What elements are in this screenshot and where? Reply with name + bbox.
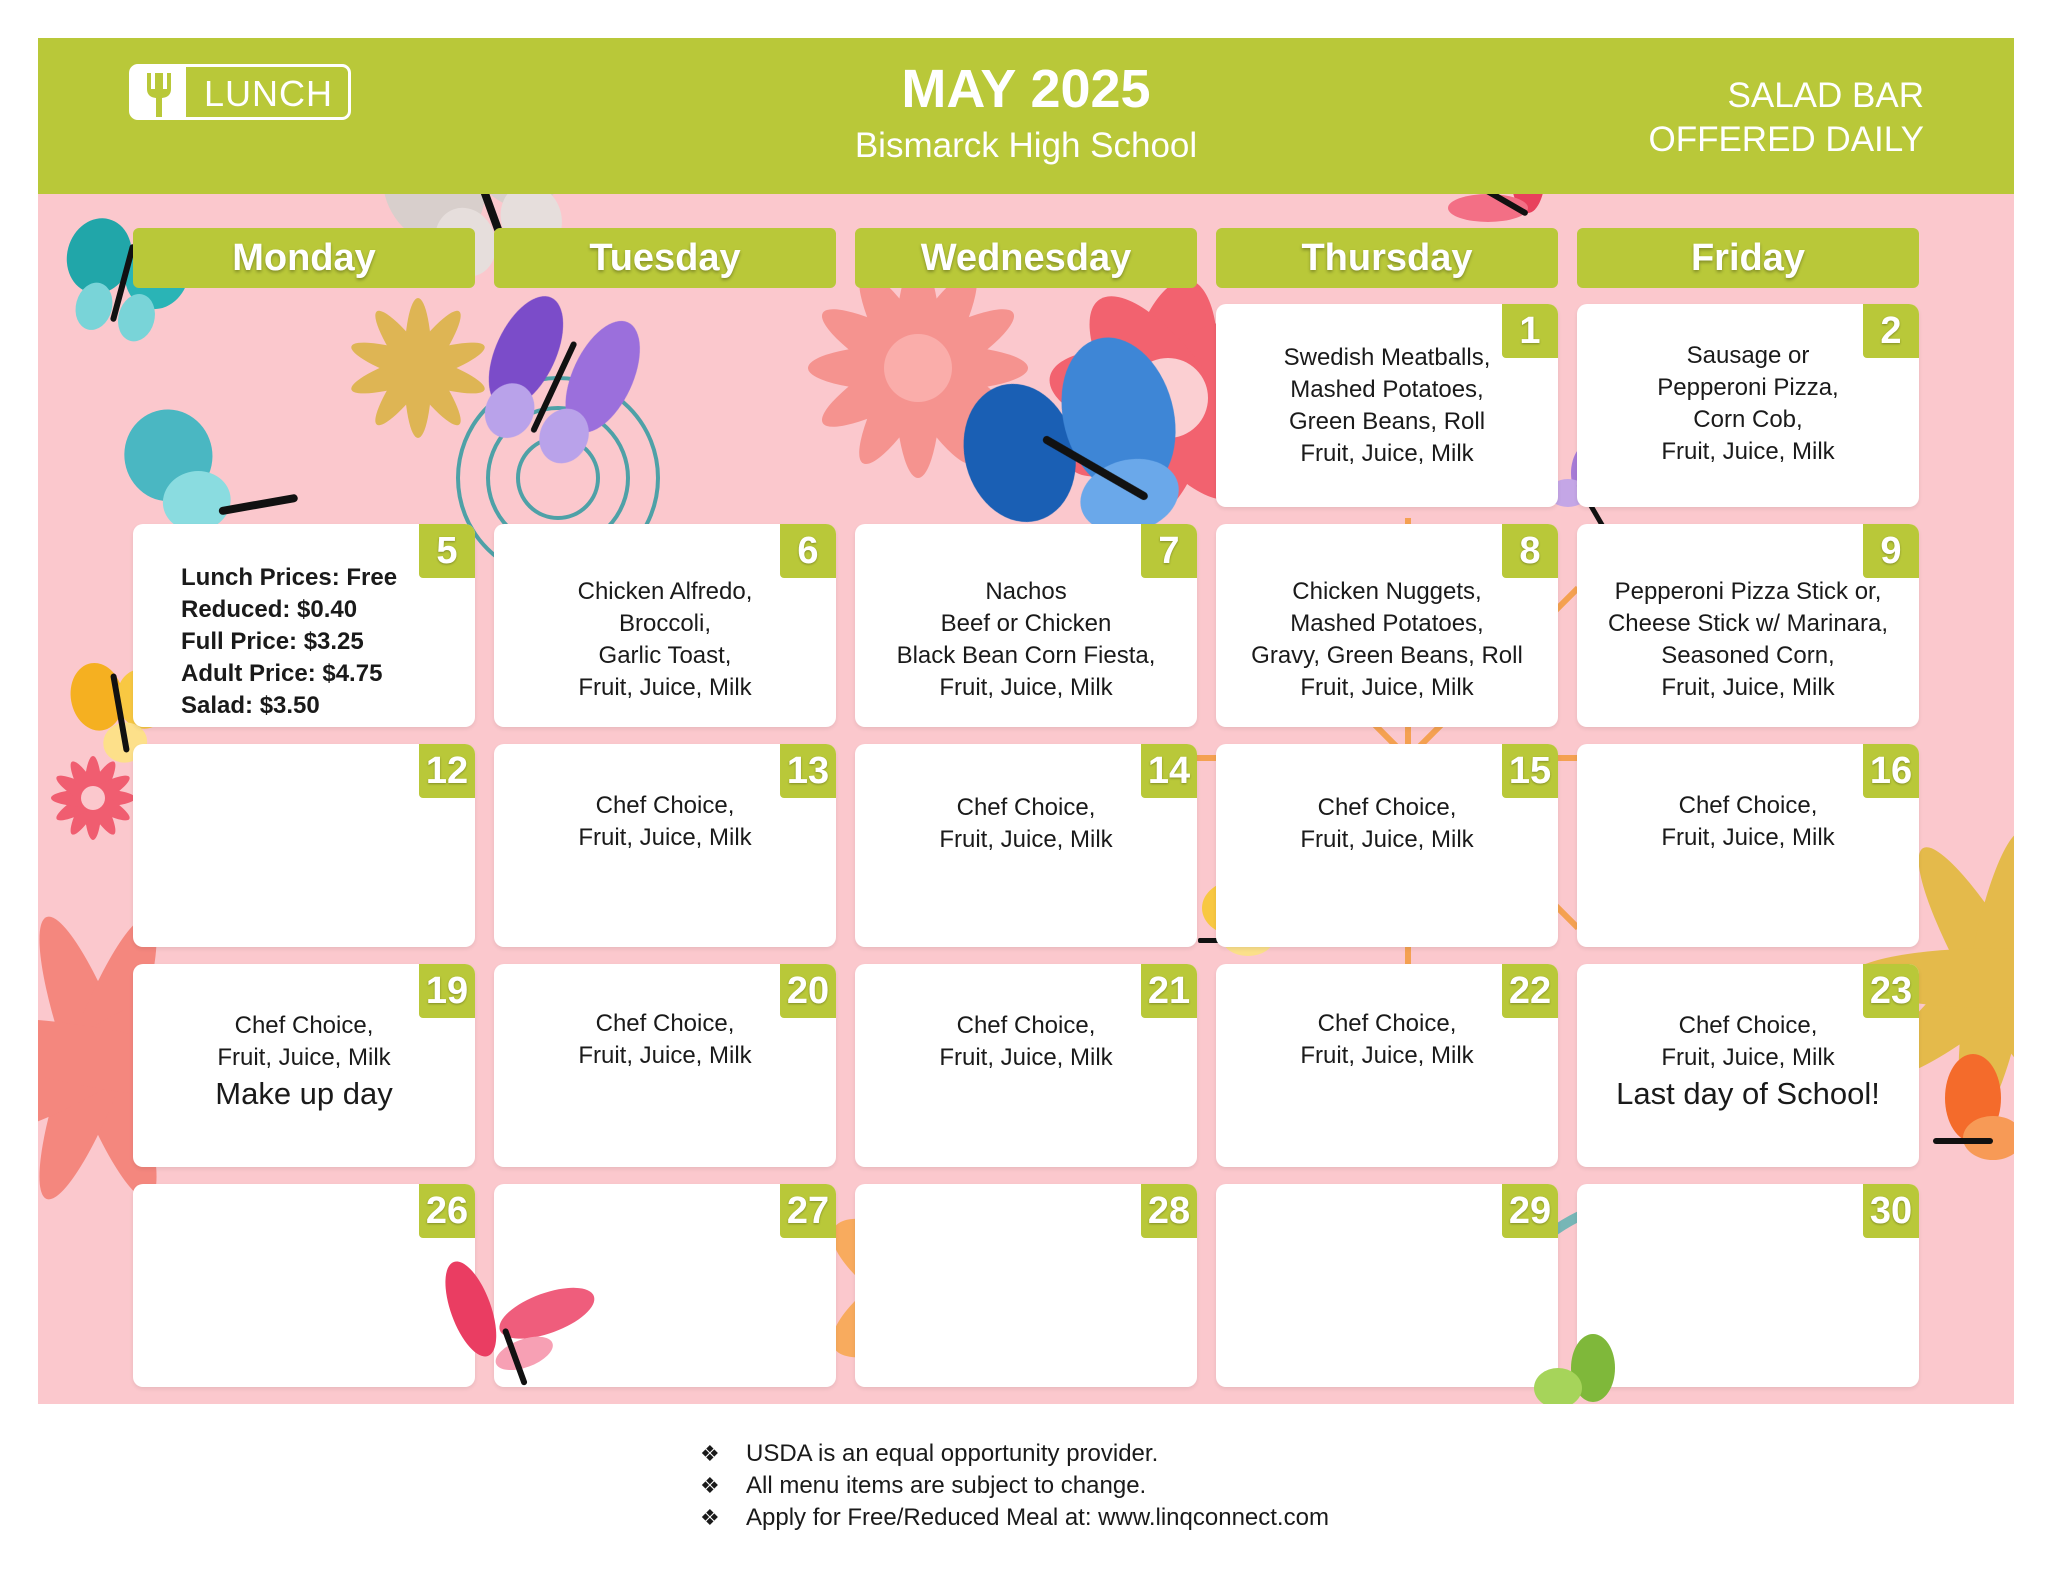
menu-text <box>1585 1010 1911 1074</box>
footer-notes <box>700 1438 1329 1534</box>
lunch-prices <box>181 562 397 722</box>
day-cell-13 <box>494 744 836 947</box>
footer-text: USDA is an equal opportunity provider. <box>746 1440 1159 1467</box>
footer-text: All menu items are subject to change. <box>746 1472 1147 1499</box>
day-header-tuesday: Tuesday <box>494 228 836 288</box>
salad-line-1: SALAD BAR <box>1727 76 1924 115</box>
date-number: 12 <box>419 744 475 798</box>
date-number: 9 <box>1863 524 1919 578</box>
day-cell-12 <box>133 744 475 947</box>
day-cell-6 <box>494 524 836 727</box>
menu-line: Fruit, Juice, Milk <box>1661 1044 1835 1071</box>
date-number: 13 <box>780 744 836 798</box>
menu-line: Chef Choice, <box>1678 792 1818 819</box>
menu-text <box>863 1010 1189 1074</box>
menu-line: Chicken Nuggets, <box>1292 578 1482 605</box>
menu-line: Fruit, Juice, Milk <box>939 674 1113 701</box>
flower-red-small <box>51 756 135 840</box>
menu-line: Beef or Chicken <box>940 610 1112 637</box>
diamond-bullet-icon: ❖ <box>700 1505 720 1530</box>
date-number: 28 <box>1141 1184 1197 1238</box>
day-cell-19 <box>133 964 475 1167</box>
menu-line: Chef Choice, <box>234 1012 374 1039</box>
day-header-wednesday: Wednesday <box>855 228 1197 288</box>
menu-text <box>1585 790 1911 854</box>
day-cell-7 <box>855 524 1197 727</box>
day-cell-28 <box>855 1184 1197 1387</box>
footer-item <box>700 1470 1329 1502</box>
date-number: 26 <box>419 1184 475 1238</box>
menu-line: Mashed Potatoes, <box>1290 376 1484 403</box>
day-cell-15 <box>1216 744 1558 947</box>
menu-text <box>502 576 828 704</box>
day-header-thursday: Thursday <box>1216 228 1558 288</box>
menu-line: Pepperoni Pizza, <box>1657 374 1839 401</box>
price-line: Salad: $3.50 <box>181 692 320 719</box>
menu-line: Fruit, Juice, Milk <box>578 1042 752 1069</box>
month-title: MAY 2025 <box>901 59 1151 119</box>
menu-line: Chef Choice, <box>1317 794 1457 821</box>
day-cell-9 <box>1577 524 1919 727</box>
day-cell-29 <box>1216 1184 1558 1387</box>
menu-line: Green Beans, Roll <box>1288 408 1486 435</box>
date-number: 6 <box>780 524 836 578</box>
price-line: Lunch Prices: Free <box>181 564 398 591</box>
menu-line: Black Bean Corn Fiesta, <box>896 642 1156 669</box>
date-number: 8 <box>1502 524 1558 578</box>
day-cell-2 <box>1577 304 1919 507</box>
menu-line: Swedish Meatballs, <box>1283 344 1491 371</box>
menu-text <box>1585 340 1911 468</box>
date-number: 1 <box>1502 304 1558 358</box>
menu-line: Fruit, Juice, Milk <box>217 1044 391 1071</box>
logo-label: LUNCH <box>204 73 334 114</box>
menu-text <box>1224 1008 1550 1072</box>
date-number: 21 <box>1141 964 1197 1018</box>
date-number: 20 <box>780 964 836 1018</box>
menu-line: Fruit, Juice, Milk <box>1661 674 1835 701</box>
day-cell-26 <box>133 1184 475 1387</box>
footer-text: Apply for Free/Reduced Meal at: www.linqconnect.com <box>746 1504 1329 1531</box>
menu-line: Fruit, Juice, Milk <box>1300 826 1474 853</box>
menu-line: Fruit, Juice, Milk <box>1661 438 1835 465</box>
menu-line: Corn Cob, <box>1693 406 1803 433</box>
menu-line: Chef Choice, <box>1678 1012 1818 1039</box>
date-number: 29 <box>1502 1184 1558 1238</box>
day-cell-23 <box>1577 964 1919 1167</box>
footer-item <box>700 1502 1329 1534</box>
date-number: 2 <box>1863 304 1919 358</box>
menu-line: Nachos <box>985 578 1067 605</box>
price-line: Full Price: $3.25 <box>181 628 364 655</box>
day-cell-8 <box>1216 524 1558 727</box>
diamond-bullet-icon: ❖ <box>700 1441 720 1466</box>
menu-line: Chicken Alfredo, <box>577 578 753 605</box>
menu-line: Cheese Stick w/ Marinara, <box>1607 610 1889 637</box>
menu-text <box>1224 792 1550 856</box>
butterfly-teal-mid <box>117 389 300 542</box>
menu-line: Fruit, Juice, Milk <box>1300 440 1474 467</box>
date-number: 14 <box>1141 744 1197 798</box>
day-cell-27 <box>494 1184 836 1387</box>
day-cell-21 <box>855 964 1197 1167</box>
menu-text <box>502 790 828 854</box>
butterfly-purple <box>462 276 656 478</box>
menu-text <box>863 792 1189 856</box>
day-cell-1 <box>1216 304 1558 507</box>
flower-gold <box>347 298 489 438</box>
day-cell-20 <box>494 964 836 1167</box>
date-number: 30 <box>1863 1184 1919 1238</box>
special-note: Make up day <box>215 1076 393 1111</box>
menu-line: Chef Choice, <box>1317 1010 1457 1037</box>
date-number: 27 <box>780 1184 836 1238</box>
day-header-friday: Friday <box>1577 228 1919 288</box>
menu-line: Seasoned Corn, <box>1661 642 1835 669</box>
day-cell-30 <box>1577 1184 1919 1387</box>
date-number: 15 <box>1502 744 1558 798</box>
school-name: Bismarck High School <box>854 126 1198 165</box>
menu-line: Fruit, Juice, Milk <box>939 1044 1113 1071</box>
menu-line: Fruit, Juice, Milk <box>578 824 752 851</box>
menu-line: Sausage or <box>1686 342 1810 369</box>
menu-text <box>863 576 1189 704</box>
menu-text <box>141 1010 467 1074</box>
menu-line: Chef Choice, <box>956 1012 1096 1039</box>
menu-text <box>1224 342 1550 470</box>
date-number: 22 <box>1502 964 1558 1018</box>
menu-line: Broccoli, <box>618 610 712 637</box>
date-number: 16 <box>1863 744 1919 798</box>
salad-bar-notice <box>1648 74 1924 162</box>
price-line: Reduced: $0.40 <box>181 596 358 623</box>
menu-line: Garlic Toast, <box>598 642 732 669</box>
day-cell-16 <box>1577 744 1919 947</box>
day-cell-14 <box>855 744 1197 947</box>
price-line: Adult Price: $4.75 <box>181 660 383 687</box>
diamond-bullet-icon: ❖ <box>700 1473 720 1498</box>
day-cell-5 <box>133 524 475 727</box>
date-number: 5 <box>419 524 475 578</box>
header-banner <box>38 38 2014 194</box>
special-note: Last day of School! <box>1616 1076 1880 1111</box>
menu-line: Fruit, Juice, Milk <box>1300 674 1474 701</box>
menu-line: Fruit, Juice, Milk <box>1661 824 1835 851</box>
menu-line: Mashed Potatoes, <box>1290 610 1484 637</box>
day-header-monday: Monday <box>133 228 475 288</box>
menu-text <box>1585 576 1911 704</box>
calendar-frame <box>38 38 2014 1404</box>
menu-line: Fruit, Juice, Milk <box>939 826 1113 853</box>
menu-line: Chef Choice, <box>956 794 1096 821</box>
footer-item <box>700 1438 1329 1470</box>
menu-line: Chef Choice, <box>595 1010 735 1037</box>
menu-line: Fruit, Juice, Milk <box>578 674 752 701</box>
menu-text <box>502 1008 828 1072</box>
menu-line: Gravy, Green Beans, Roll <box>1251 642 1523 669</box>
day-cell-22 <box>1216 964 1558 1167</box>
salad-line-2: OFFERED DAILY <box>1648 120 1924 159</box>
menu-text <box>1224 576 1550 704</box>
date-number: 19 <box>419 964 475 1018</box>
menu-line: Chef Choice, <box>595 792 735 819</box>
menu-line: Pepperoni Pizza Stick or, <box>1614 578 1882 605</box>
menu-line: Fruit, Juice, Milk <box>1300 1042 1474 1069</box>
date-number: 7 <box>1141 524 1197 578</box>
date-number: 23 <box>1863 964 1919 1018</box>
